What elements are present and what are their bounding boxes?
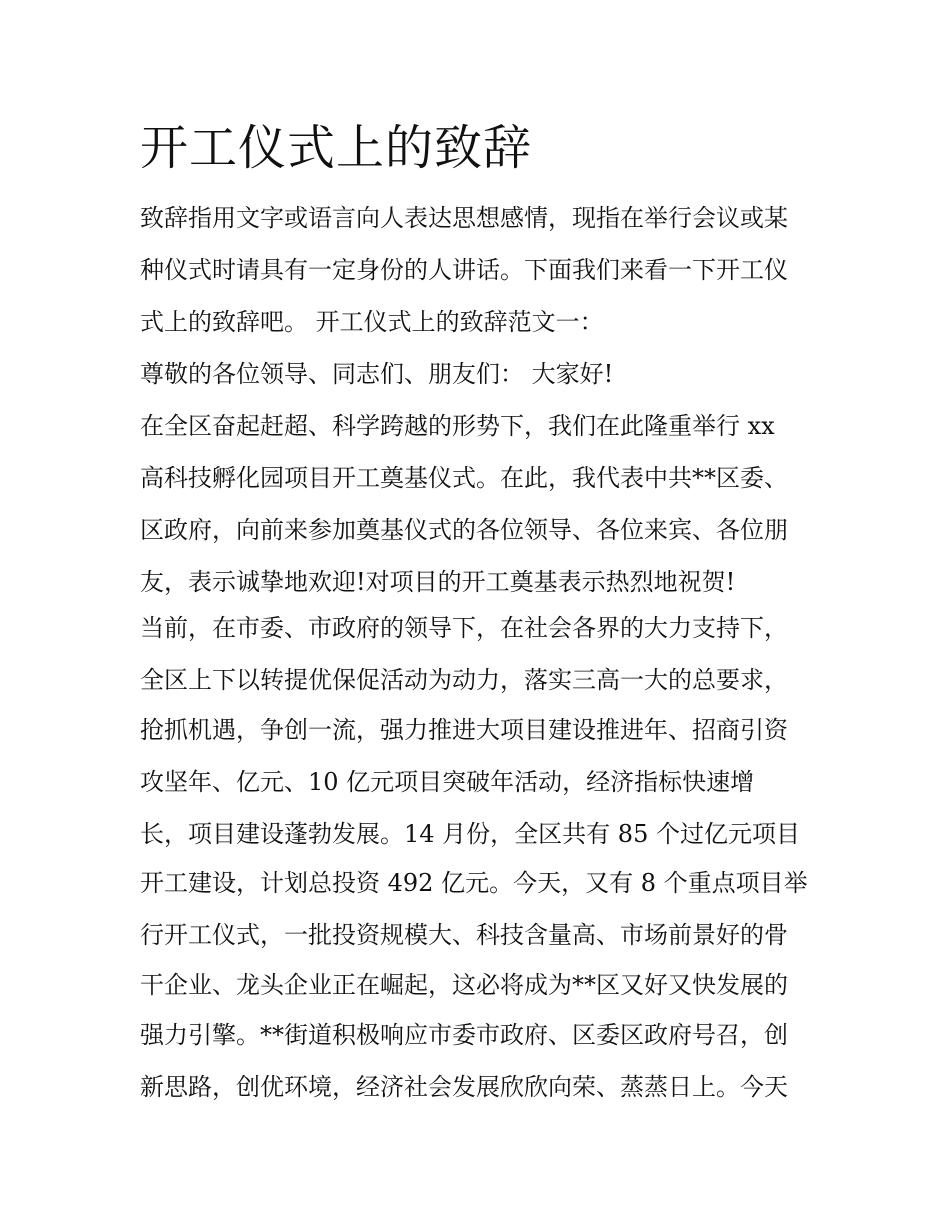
body-line: 当前，在市委、市政府的领导下，在社会各界的大力支持下， — [140, 614, 788, 642]
body-line: 强力引擎。**街道积极响应市委市政府、区委区政府号召，创 — [140, 1021, 788, 1049]
document-title: 开工仪式上的致辞 — [140, 120, 533, 176]
body-line: 开工建设，计划总投资 492 亿元。今天，又有 8 个重点项目举 — [140, 869, 808, 897]
body-line: 攻坚年、亿元、10 亿元项目突破年活动，经济指标快速增 — [140, 768, 755, 796]
body-line: 干企业、龙头企业正在崛起，这必将成为**区又好又快发展的 — [140, 971, 788, 999]
body-line: 全区上下以转提优保促活动为动力，落实三高一大的总要求， — [140, 666, 788, 694]
body-line: 种仪式时请具有一定身份的人讲话。下面我们来看一下开工仪 — [140, 256, 788, 284]
body-line: 式上的致辞吧。 开工仪式上的致辞范文一： — [140, 308, 604, 336]
body-line: 区政府，向前来参加奠基仪式的各位领导、各位来宾、各位朋 — [140, 516, 788, 544]
body-line: 行开工仪式，一批投资规模大、科技含量高、市场前景好的骨 — [140, 921, 788, 949]
body-line: 在全区奋起赶超、科学跨越的形势下，我们在此隆重举行 xx — [140, 412, 775, 440]
body-line: 长，项目建设蓬勃发展。14 月份，全区共有 85 个过亿元项目 — [140, 820, 800, 848]
body-line: 尊敬的各位领导、同志们、朋友们： 大家好! — [140, 360, 614, 388]
body-line: 致辞指用文字或语言向人表达思想感情，现指在举行会议或某 — [140, 204, 788, 232]
body-line: 抢抓机遇，争创一流，强力推进大项目建设推进年、招商引资 — [140, 716, 788, 744]
body-line: 新思路，创优环境，经济社会发展欣欣向荣、蒸蒸日上。今天 — [140, 1073, 788, 1101]
body-line: 友，表示诚挚地欢迎!对项目的开工奠基表示热烈地祝贺! — [140, 568, 736, 596]
body-line: 高科技孵化园项目开工奠基仪式。在此，我代表中共**区委、 — [140, 464, 788, 492]
